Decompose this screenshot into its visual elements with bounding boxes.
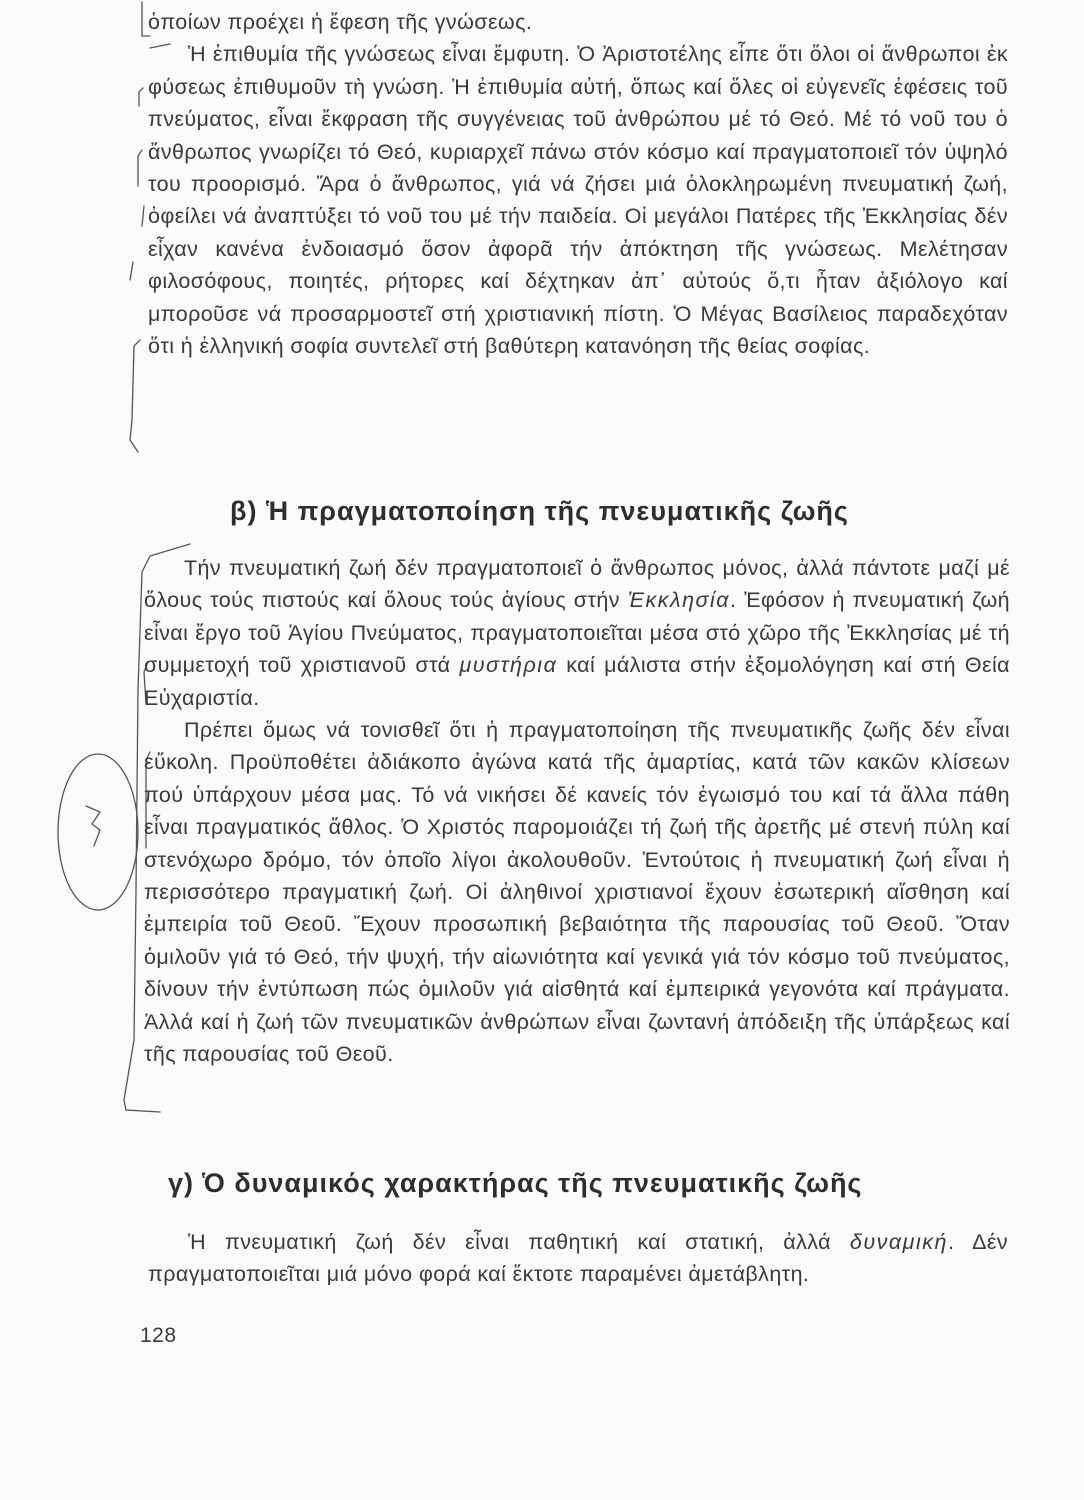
paragraph-1 (148, 38, 1008, 362)
text-run: ὁποίων προέχει ἡ ἔφεση τῆς γνώσεως. (148, 10, 533, 34)
text-run: Ἡ πνευματική ζωή δέν εἶναι παθητική καί στατική, ἀλλά (188, 1230, 850, 1254)
margin-bracket-top-6 (130, 340, 140, 452)
section-heading-gamma: γ) Ὁ δυναμικός χαρακτήρας τῆς πνευματικῆς ζωῆς (168, 1168, 863, 1198)
paragraph-beta-0 (144, 552, 1010, 714)
section-gamma-text-block (148, 1226, 1008, 1291)
margin-circle-mark (58, 754, 138, 910)
margin-bracket-top-2 (139, 88, 143, 106)
page-number: 128 (140, 1324, 177, 1347)
section-heading-beta: β) Ἡ πραγματοποίηση τῆς πνευματικῆς ζωῆς (230, 496, 849, 526)
paragraph-gamma-0 (148, 1226, 1008, 1291)
margin-circle-glyph (86, 806, 100, 846)
text-run: καί μάλιστα στήν ἐξομολόγηση καί στή Θεία Εὐχαριστία. (144, 653, 1011, 710)
margin-bracket-top-3 (138, 150, 142, 186)
paragraph-beta-1 (144, 714, 1010, 1070)
text-run: Πρέπει ὅμως νά τονισθεῖ ὅτι ἡ πραγματοποίηση τῆς πνευματικῆς ζωῆς δέν εἶναι εὔκολη. Προϋποθέτει ἀδιάκοπο ἀγώνα κατά τῆς ἁμαρτίας, κατά τῶν κακῶν κλίσεων πού ὑπάρχουν μέσα μας. Τό νά νικήσει δέ κανείς τόν ἐγωισμό του καί τά ἄλλα πάθη εἶναι πραγματικός ἄθλος. Ὁ Χριστός παρομοιάζει τή ζωή τῆς ἀρετῆς μέ στενή πύλη καί στενόχωρο δρόμο, τόν ὁποῖο λίγοι ἀκολουθοῦν. Ἐντούτοις ἡ πνευματική ζωή εἶναι ἡ περισσότερο πραγματική ζωή. Οἱ ἀληθινοί χριστιανοί ἔχουν ἐσωτερική αἴσθηση καί ἐμπειρία τοῦ Θεοῦ. Ἔχουν προσωπική βεβαιότητα τῆς παρουσίας τοῦ Θεοῦ. Ὅταν ὁμιλοῦν γιά τό Θεό, τήν ψυχή, τήν αἰωνιότητα καί γενικά γιά τόν κόσμο τοῦ πνεύματος, δίνουν τήν ἐντύπωση πώς ὁμιλοῦν γιά αἰσθητά καί ἐμπειρικά γεγονότα καί πράγματα. Ἀλλά καί ἡ ζωή τῶν πνευματικῶν ἀνθρώπων εἶναι ζωντανή ἀπόδειξη τῆς ὑπάρξεως καί τῆς παρουσίας τοῦ Θεοῦ. (144, 718, 1010, 1067)
text-run: . Δέν πραγματοποιεῖται μιά μόνο φορά καί ἔκτοτε παραμένει ἀμετάβλητη. (148, 1230, 1008, 1287)
margin-tick-top-4 (142, 206, 144, 226)
text-run: . Ἐφόσον ἡ πνευματική ζωή εἶναι ἔργο τοῦ Ἁγίου Πνεύματος, πραγματοποιεῖται μέσα στό χῶρο τῆς Ἐκκλησίας μέ τή συμμετοχή τοῦ χριστιανοῦ στά (144, 588, 1010, 678)
emphasized-term: Ἐκκλησία (627, 588, 731, 613)
emphasized-term: μυστήρια (459, 653, 558, 678)
text-run: Τήν πνευματική ζωή δέν πραγματοποιεῖ ὁ ἄνθρωπος μόνος, ἀλλά πάντοτε μαζί μέ ὅλους τούς πιστούς καί ὅλους τούς ἁγίους στήν (144, 556, 1010, 613)
section-beta-text-block (144, 552, 1010, 1071)
paragraph-0 (148, 6, 1008, 38)
margin-tick-top-5 (130, 262, 133, 280)
text-run: Ἡ ἐπιθυμία τῆς γνώσεως εἶναι ἔμφυτη. Ὁ Ἀριστοτέλης εἶπε ὅτι ὅλοι οἱ ἄνθρωποι ἐκ φύσεως ἐπιθυμοῦν τὴ γνώση. Ἡ ἐπιθυμία αὐτή, ὅπως καί ὅλες οἱ εὐγενεῖς ἐφέσεις τοῦ πνεύματος, εἶναι ἔκφραση τῆς συγγένειας τοῦ ἀνθρώπου μέ τό Θεό. Μέ τό νοῦ του ὁ ἄνθρωπος γνωρίζει τό Θεό, κυριαρχεῖ πάνω στόν κόσμο καί πραγματοποιεῖ τόν ὑψηλό του προορισμό. Ἄρα ὁ ἄνθρωπος, γιά νά ζήσει μιά ὁλοκληρωμένη πνευματική ζωή, ὀφείλει νά ἀναπτύξει τό νοῦ του μέ τήν παιδεία. Οἱ μεγάλοι Πατέρες τῆς Ἐκκλησίας δέν εἶχαν κανένα ἐνδοιασμό ὅσον ἀφορᾶ τήν ἀπόκτηση τῆς γνώσεως. Μελέτησαν φιλοσόφους, ποιητές, ρήτορες καί δέχτηκαν ἀπ᾽ αὐτούς ὅ,τι ἦταν ἀξιόλογο καί μποροῦσε νά προσαρμοστεῖ στή χριστιανική πίστη. Ὁ Μέγας Βασίλειος παραδεχόταν ὅτι ἡ ἑλληνική σοφία συντελεῖ στή βαθύτερη κατανόηση τῆς θείας σοφίας. (148, 42, 1008, 359)
emphasized-term: δυναμική (849, 1230, 948, 1254)
intro-text-block (148, 6, 1008, 362)
